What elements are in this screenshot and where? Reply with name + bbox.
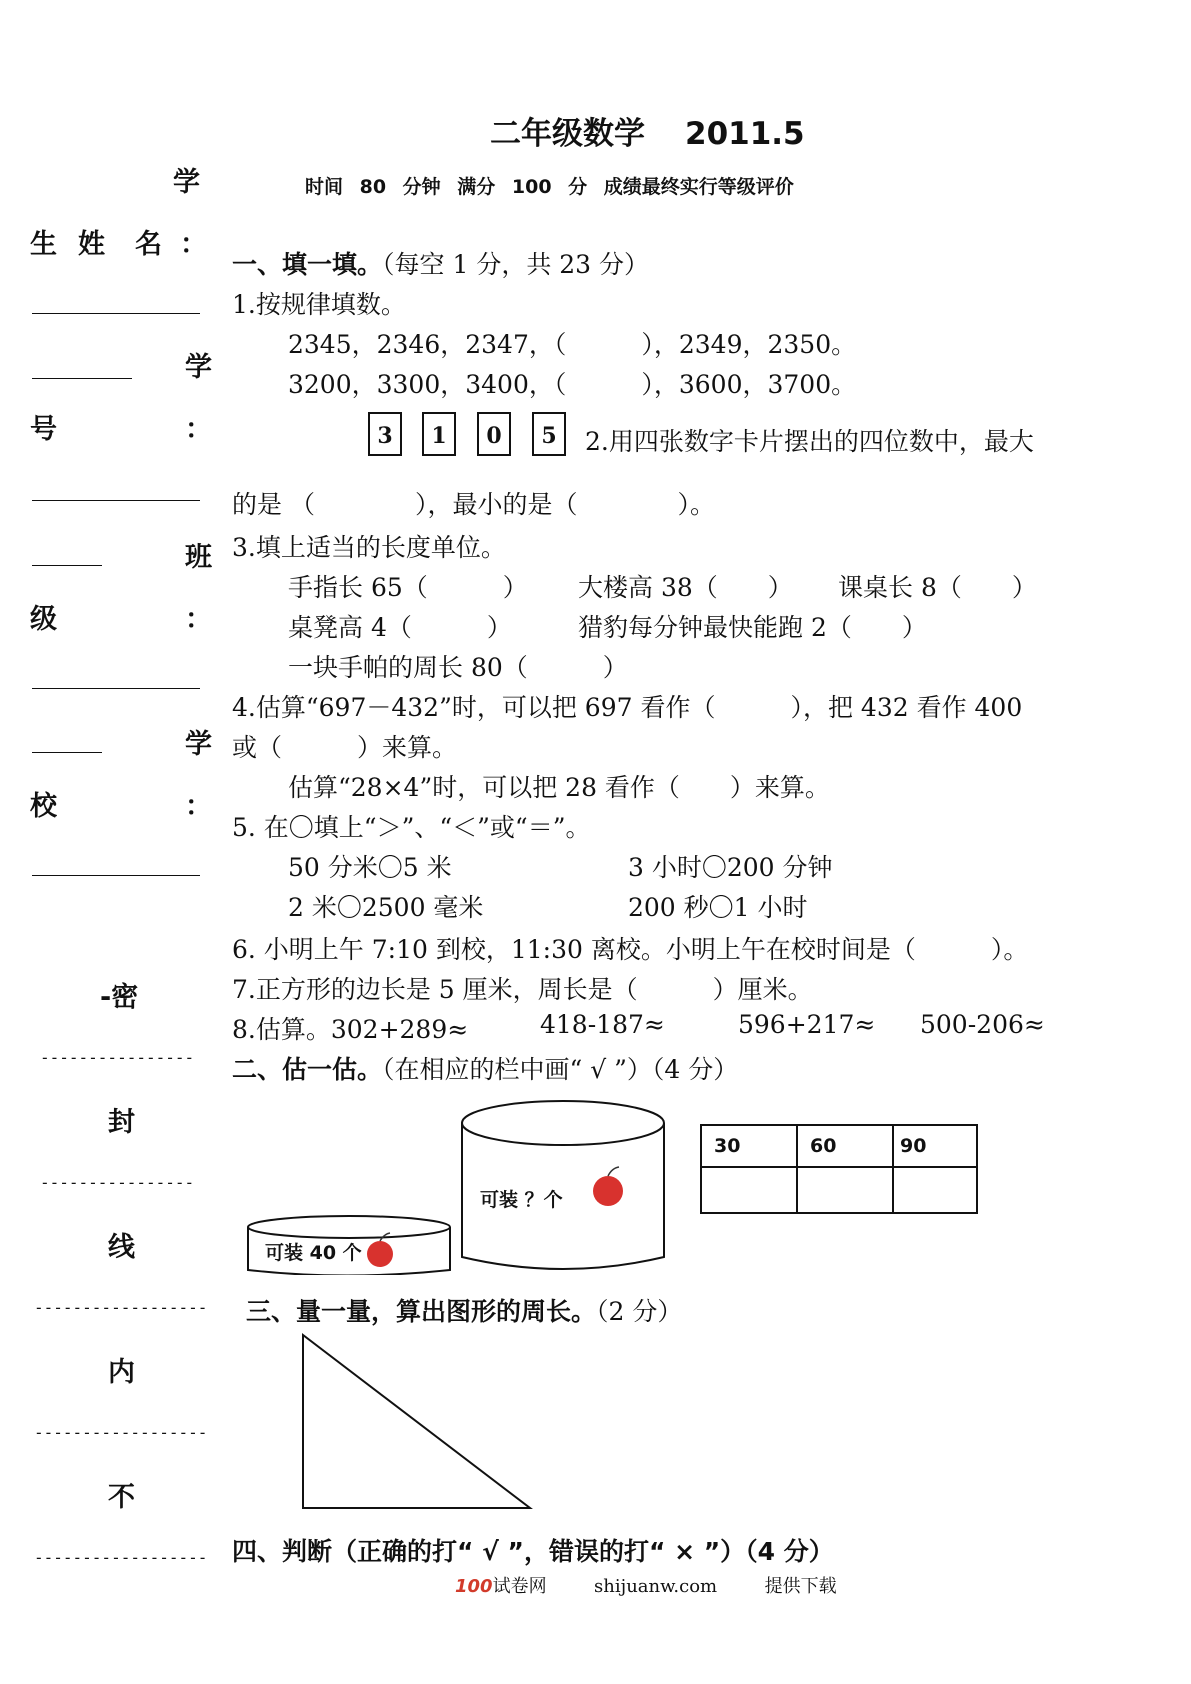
q5-label: 5. 在〇填上“＞”、“＜”或“＝”。 — [232, 813, 591, 842]
seal-char-xian: 线 — [108, 1232, 135, 1263]
q8-a: 8.估算。302+289≈ — [232, 1015, 469, 1044]
seal-dash: ---------------- — [40, 1048, 195, 1067]
school-label: 学 校 ： — [30, 729, 212, 822]
student-name-label: 学 生 姓 名 ： — [30, 167, 207, 260]
section4-heading: 四、判断（正确的打“ √ ”，错误的打“ × ”）（4 分） — [232, 1537, 834, 1566]
page-title: 二年级数学 2011.5 — [490, 116, 805, 152]
q1-label: 1.按规律填数。 — [232, 290, 406, 319]
answer-cell[interactable] — [893, 1167, 977, 1213]
seal-dash: ------------------ — [34, 1298, 208, 1317]
q3-f: 一块手帕的周长 80（ ） — [288, 653, 628, 682]
q7: 7.正方形的边长是 5 厘米，周长是（ ）厘米。 — [232, 975, 813, 1004]
q6: 6. 小明上午 7:10 到校，11:30 离校。小明上午在校时间是（ ）。 — [232, 935, 1029, 964]
q1-line2: 3200，3300，3400，（ ），3600，3700。 — [288, 370, 857, 399]
table-header: 60 — [797, 1125, 893, 1167]
footer-url[interactable]: shijuanw.com — [594, 1576, 718, 1597]
triangle-figure — [295, 1330, 535, 1515]
digit-card: 3 — [368, 412, 402, 456]
answer-cell[interactable] — [797, 1167, 893, 1213]
site-logo: 100 — [455, 1576, 493, 1597]
q5-b: 3 小时〇200 分钟 — [628, 853, 833, 882]
exam-info: 时间 80 分钟 满分 100 分 成绩最终实行等级评价 — [305, 176, 794, 198]
number-line[interactable] — [32, 500, 200, 501]
seal-char-bu: 不 — [108, 1482, 135, 1513]
seal-char-feng: 封 — [108, 1107, 135, 1138]
school-line[interactable] — [32, 875, 200, 876]
q8-b: 418-187≈ — [540, 1010, 665, 1039]
q1-line1: 2345，2346，2347，（ ），2349，2350。 — [288, 330, 857, 359]
seal-dash: ------------------ — [34, 1548, 208, 1567]
estimate-table — [700, 1124, 978, 1214]
digit-card: 5 — [532, 412, 566, 456]
q4-line3: 估算“28×4”时，可以把 28 看作（ ）来算。 — [288, 773, 830, 802]
q3-a: 手指长 65（ ） — [288, 573, 528, 602]
q5-c: 2 米〇2500 毫米 — [288, 893, 484, 922]
name-line[interactable] — [32, 313, 200, 314]
q3-e: 猎豹每分钟最快能跑 2（ ） — [578, 613, 927, 642]
q5-d: 200 秒〇1 小时 — [628, 893, 808, 922]
table-header: 30 — [701, 1125, 797, 1167]
student-number-label: 学 号 ： — [30, 352, 212, 445]
q8-d: 500-206≈ — [920, 1010, 1045, 1039]
footer: 100试卷网 shijuanw.com 提供下载 — [455, 1576, 837, 1597]
section3-heading: 三、量一量，算出图形的周长。（2 分） — [246, 1297, 683, 1326]
digit-card: 0 — [477, 412, 511, 456]
class-line[interactable] — [32, 688, 200, 689]
q5-a: 50 分米〇5 米 — [288, 853, 452, 882]
q3-b: 大楼高 38（ ） — [578, 573, 793, 602]
q8-c: 596+217≈ — [738, 1010, 876, 1039]
q4-line1: 4.估算“697－432”时，可以把 697 看作（ ），把 432 看作 400 — [232, 693, 1023, 722]
section1-heading: 一、填一填。（每空 1 分，共 23 分） — [232, 250, 650, 279]
seal-dash: ------------------ — [34, 1423, 208, 1442]
q3-c: 课桌长 8（ ） — [838, 573, 1037, 602]
big-jar-label: 可装 ？个 — [480, 1189, 563, 1211]
class-label: 班 级 ： — [30, 542, 212, 635]
q2-line2: 的是 （ ），最小的是（ ）。 — [232, 490, 715, 519]
q4-line2: 或（ ）来算。 — [232, 733, 458, 762]
seal-char-mi: -密 — [100, 982, 139, 1013]
seal-char-nei: 内 — [108, 1357, 135, 1388]
q3-label: 3.填上适当的长度单位。 — [232, 533, 506, 562]
digit-card: 1 — [422, 412, 456, 456]
q2-text: 2.用四张数字卡片摆出的四位数中，最大 — [585, 427, 1034, 456]
answer-cell[interactable] — [701, 1167, 797, 1213]
section2-heading: 二、估一估。（在相应的栏中画“ √ ”）（4 分） — [232, 1055, 739, 1084]
q3-d: 桌凳高 4（ ） — [288, 613, 512, 642]
seal-dash: ---------------- — [40, 1173, 195, 1192]
table-header: 90 — [893, 1125, 977, 1167]
small-jar-label: 可装 40 个 — [265, 1242, 362, 1264]
